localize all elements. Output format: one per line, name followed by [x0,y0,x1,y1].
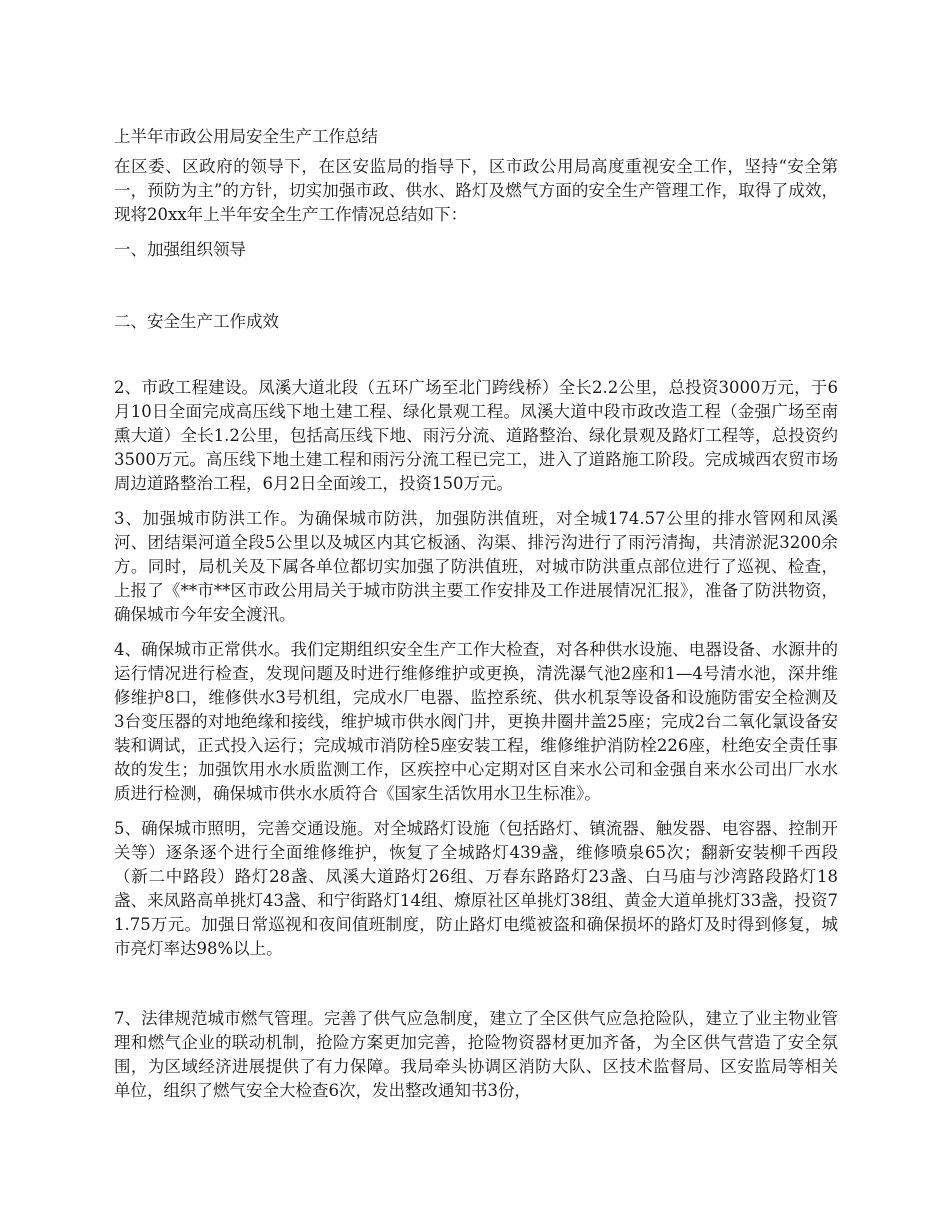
paragraph-city-lighting: 5、确保城市照明，完善交通设施。对全城路灯设施（包括路灯、镇流器、触发器、电容器、控制开关等）逐条逐个进行全面维修维护，恢复了全城路灯439盏，维修喷泉65次；翻新安装柳千西段（新二中路段）路灯28盏、凤溪大道路灯26组、万春东路路灯23盏、白马庙与沙湾路段路灯18盏、来凤路高单挑灯43盏、和宁街路灯14组、燎原社区单挑灯38组、黄金大道单挑灯33盏，投资71.75万元。加强日常巡视和夜间值班制度，防止路灯电缆被盗和确保损坏的路灯及时得到修复，城市亮灯率达98%以上。 [114,819,838,958]
paragraph-municipal-engineering: 2、市政工程建设。凤溪大道北段（五环广场至北门跨线桥）全长2.2公里，总投资3000万元，于6月10日全面完成高压线下地土建工程、绿化景观工程。凤溪大道中段市政改造工程（金强广场至南熏大道）全长1.2公里，包括高压线下地、雨污分流、道路整治、绿化景观及路灯工程等，总投资约3500万元。高压线下地土建工程和雨污分流工程已完工，进入了道路施工阶段。完成城西农贸市场周边道路整治工程，6月2日全面竣工，投资150万元。 [114,378,838,493]
section-heading-results: 二、安全生产工作成效 [114,312,279,331]
document-page [114,124,838,1114]
document-title: 上半年市政公用局安全生产工作总结 [114,127,378,146]
paragraph-gas-management: 7、法律规范城市燃气管理。完善了供气应急制度，建立了全区供气应急抢险队，建立了业主物业管理和燃气企业的联动机制，抢险方案更加完善，抢险物资器材更加齐备，为全区供气营造了安全氛围，为区域经济进展提供了有力保障。我局牵头协调区消防大队、区技术监督局、区安监局等相关单位，组织了燃气安全大检查6次，发出整改通知书3份， [114,1009,838,1100]
paragraph-water-supply: 4、确保城市正常供水。我们定期组织安全生产工作大检查，对各种供水设施、电器设备、水源井的运行情况进行检查，发现问题及时进行维修维护或更换，清洗瀑气池2座和1—4号清水池，深井维修维护8口，维修供水3号机组，完成水厂电器、监控系统、供水机泵等设备和设施防雷安全检测及3台变压器的对地绝缘和接线，维护城市供水阀门井，更换井圈井盖25座；完成2台二氧化氯设备安装和调试，正式投入运行；完成城市消防栓5座安装工程，维修维护消防栓226座，杜绝安全责任事故的发生；加强饮用水水质监测工作，区疾控中心定期对区自来水公司和金强自来水公司出厂水水质进行检测，确保城市供水水质符合《国家生活饮用水卫生标准》。 [114,640,838,803]
intro-paragraph: 在区委、区政府的领导下，在区安监局的指导下，区市政公用局高度重视安全工作，坚持“安全第一，预防为主”的方针，切实加强市政、供水、路灯及燃气方面的安全生产管理工作，取得了成效，现将20xx年上半年安全生产工作情况总结如下： [114,157,838,224]
paragraph-flood-control: 3、加强城市防洪工作。为确保城市防洪，加强防洪值班，对全城174.57公里的排水管网和凤溪河、团结渠河道全段5公里以及城区内其它板涵、沟渠、排污沟进行了雨污清掏，共清淤泥3200余方。同时，局机关及下属各单位都切实加强了防洪值班，对城市防洪重点部位进行了巡视、检查，上报了《**市**区市政公用局关于城市防洪主要工作安排及工作进展情况汇报》，准备了防洪物资，确保城市今年安全渡汛。 [114,509,838,624]
section-heading-organization: 一、加强组织领导 [114,240,246,259]
